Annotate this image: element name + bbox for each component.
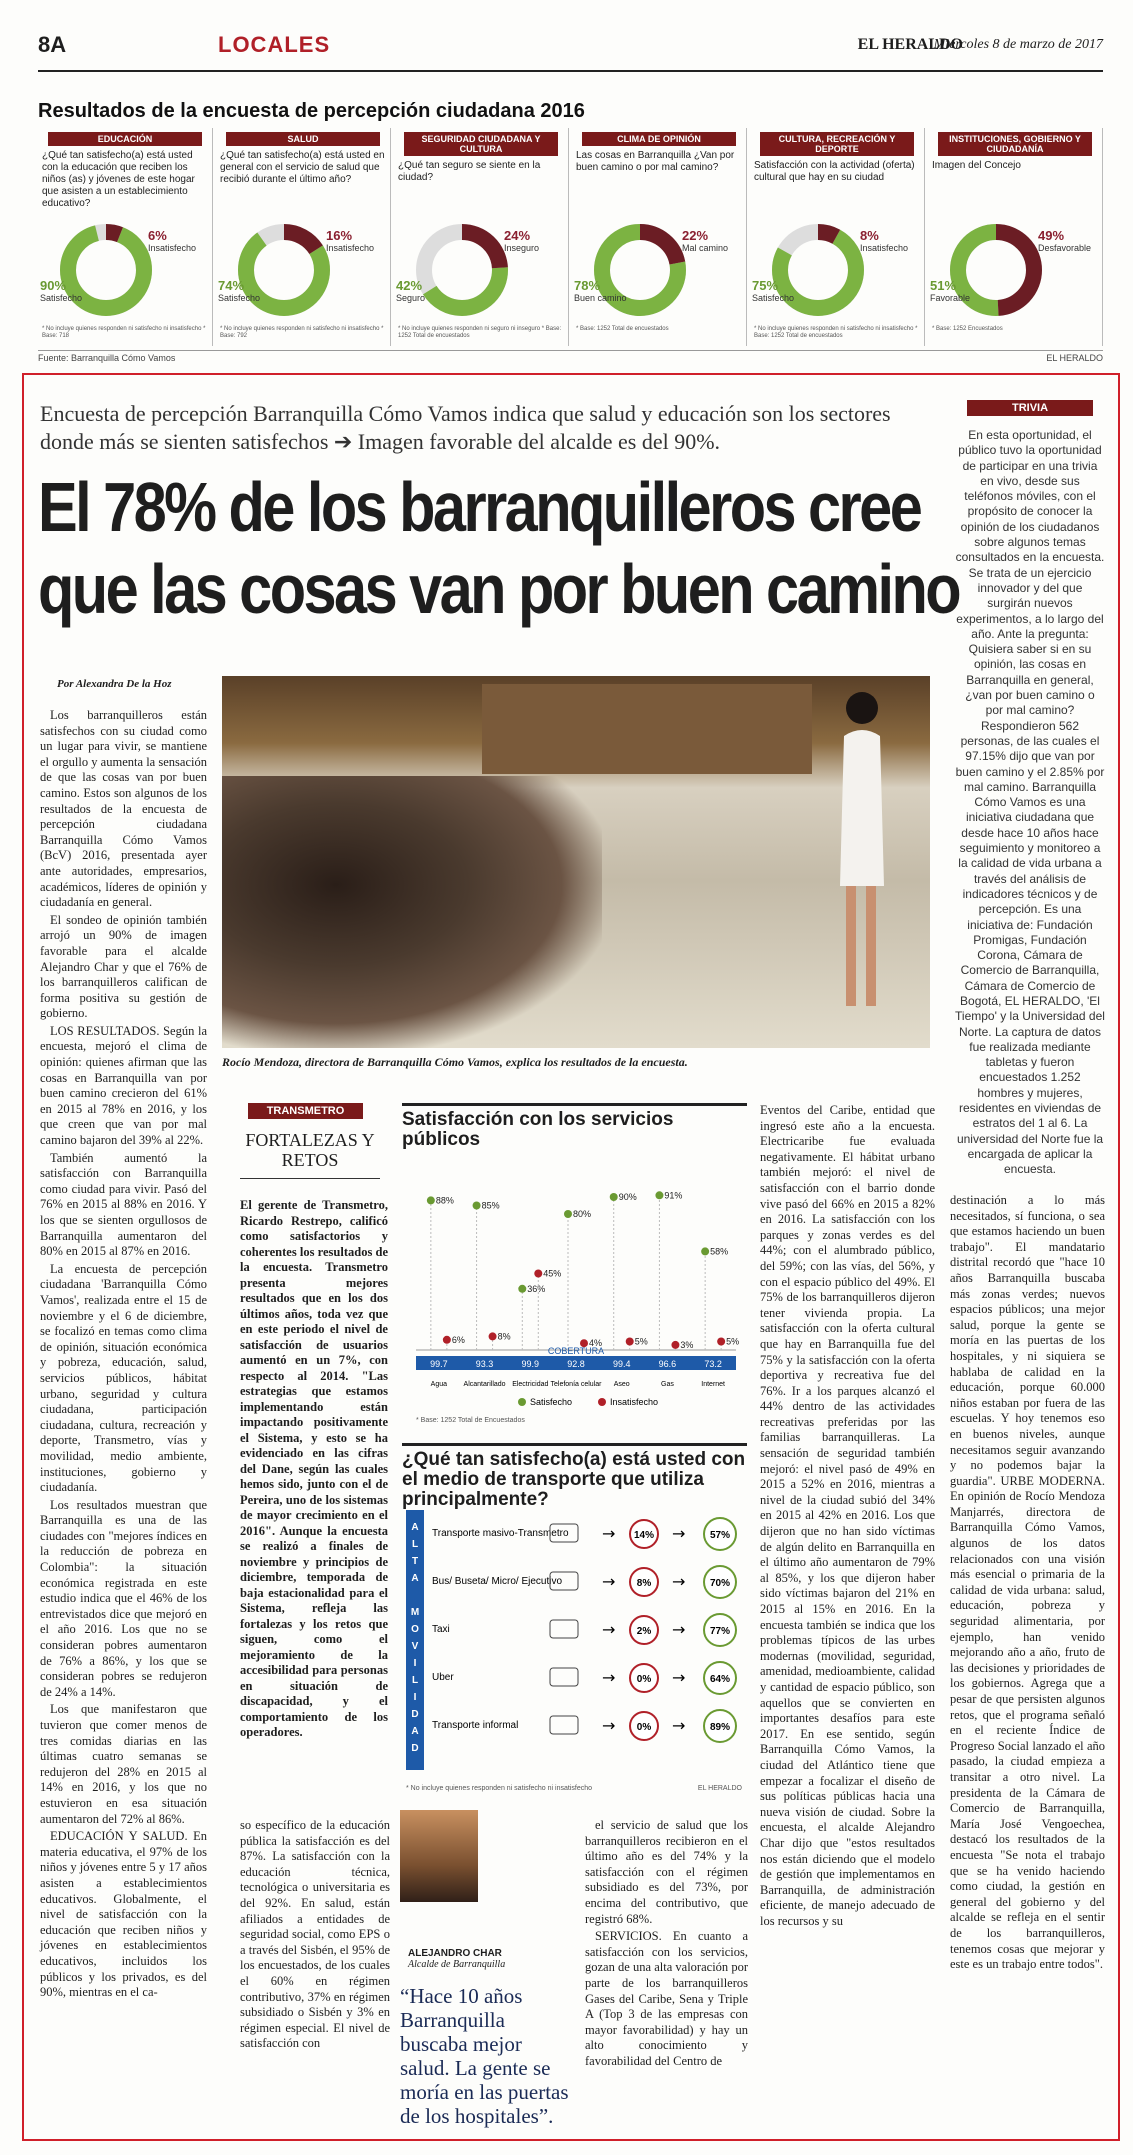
donut-positive-label: 42% Seguro: [396, 278, 426, 303]
point-satisfecho: [610, 1193, 618, 1201]
row-label: Transporte informal: [432, 1720, 519, 1731]
row-label: Taxi: [432, 1624, 450, 1635]
services-chart-title: Satisfacción con los servicios públicos: [402, 1109, 674, 1150]
side-label-letter: A: [411, 1573, 419, 1584]
chart-note: * Base: 1252 Total de Encuestados: [416, 1417, 525, 1424]
panel-question: ¿Qué tan seguro se siente en la ciudad?: [398, 160, 541, 183]
article-column-quote-right: [585, 1818, 748, 2118]
pos-value: 64%: [709, 1674, 731, 1685]
vehicle-icon: [550, 1668, 578, 1686]
headline-line-2: que las cosas van por buen camino: [38, 550, 960, 628]
data-label: 6%: [451, 1334, 465, 1345]
data-label: 8%: [497, 1331, 511, 1342]
data-label: 90%: [618, 1192, 637, 1202]
point-satisfecho: [655, 1191, 663, 1199]
data-label: 85%: [481, 1200, 500, 1211]
data-label: 36%: [527, 1283, 546, 1294]
vehicle-icon: [550, 1716, 578, 1734]
donut-negative-label: 8% Insatisfecho: [860, 228, 909, 253]
point-insatisfecho: [671, 1341, 679, 1349]
arrow-icon: →: [672, 1572, 686, 1591]
coverage-value: 99.4: [612, 1359, 631, 1369]
donut-chart: [234, 220, 334, 320]
paragraph: También aumentó la satisfacción con Barranquilla como ciudad para vivir. Pasó del 76% en 2015 al 88% en 2016. Y los que se sienten orgullosos de Barranquilla aumentaron del 80% en 2015 al 87% en 2016.: [40, 1150, 207, 1259]
row-label: Uber: [432, 1672, 454, 1683]
panel-category: SEGURIDAD CIUDADANA Y CULTURA: [404, 132, 558, 156]
point-satisfecho: [518, 1285, 526, 1293]
transmetro-tag: TRANSMETRO: [248, 1103, 363, 1119]
article-headline: [38, 466, 960, 630]
article-column-3: Eventos del Caribe, entidad que ingresó este año a la encuesta. Electricaribe fue evaluada negativamente. El hábitat urbano también mejoró: el nivel de satisfacción con el barrio donde vive pasó del 66% en 2015 a 82% en 2016. La satisfacción con los parques y zonas verdes es del 44%; con el alumbrado público, del 59%; con las vías, del 56%, y con el espacio público del 49%. El 75% de los barranquilleros dijeron tener vivienda propia. La satisfacción con la oferta cultural que hay en Barranquilla fue del 75% y la satisfacción con la oferta deportiva y recreativa fue del 76%. Ir a los parques alcanzó el 44% dentro de las actividades recreativas preferidas por las familias barranquilleras. La sensación de seguridad también mejoró: el nivel pasó de 49% en 2015 a 52% en 2016, mientras a nivel de la ciudad subió del 34% en 2015 al 42% en 2016. Los que dijeron que no han sido víctimas de algún delito en Barranquilla en el último año aumentaron de 79% al 85%, y los que dijeron haber sido víctimas bajaron del 21% en 2015 al 15% en 2016. En la encuesta también se indica que los problemas típicos de las urbes modernas (movilidad, seguridad, amenidad, medioambiente, calidad y cantidad de espacio público, son aquellos que se convierten en importantes desafíos para este 2017. En ese sentido, según Barranquilla Cómo Vamos, la ciudad del Atlántico tiene que empezar a focalizar el diseño de sus políticas públicas hacia una nueva visión de ciudad. Sobre la encuesta, el alcalde Alejandro Char dijo que "estos resultados nos están diciendo que el modelo de gestión que implementamos en Barranquilla, de administración eficiente, de manejo adecuado de los recursos y su: [760, 1103, 935, 1928]
trivia-tag: TRIVIA: [967, 400, 1093, 416]
photo-stage-screen: [482, 684, 812, 774]
side-label-letter: I: [413, 1692, 417, 1703]
point-insatisfecho: [443, 1336, 451, 1344]
point-satisfecho: [427, 1196, 435, 1204]
arrow-icon: →: [602, 1524, 616, 1543]
paragraph: Los resultados muestran que Barranquilla es una de las ciudades con "mejores índices en la reducción de pobreza en Colombia": la situación económica registrada en este estudio indica que el 46% de los entrevistados dice que mejoró en el año 2016. Los que no se consideran pobres aumentaron de 76% a 86%, y los que se consideran pobres se redujeron de 24% a 14%.: [40, 1497, 207, 1699]
donut-chart: [590, 220, 690, 320]
pos-value: 57%: [709, 1530, 731, 1541]
article-column-4: destinación a lo más necesitados, sí funciona, o sea que estamos haciendo un buen trabajo". El mandatario distrital recordó que "hace 10 años Barranquilla buscaba más zonas verdes; nuevos espacios públicos; una mejor salud, porque la gente se moría en las puertas de los hospitales, y ni siquiera se hablaba de calidad en la educación, porque 60.000 niños estaban por fuera de las escuelas. Y hoy tenemos eso en buenos niveles, aunque necesitamos seguir avanzando y no podemos bajar la guardia". URBE MODERNA. En opinión de Rocío Mendoza Manjarrés, directora de Barranquilla Cómo Vamos, algunos de los datos relacionados con una visión más esencial o primaria de la calidad de vida urbana: salud, educación, pobreza y seguridad alimentaria, por ejemplo, han venido mejorando año a año, fruto de las decisiones y prioridades de los gobiernos. Agrega que a pesar de que persisten algunos retos, que el programa señaló en el reciente Índice de Progreso Social lanzado el año pasado, la ciudad empieza a transitar a otro nivel. La presidenta de la Cámara de Comercio de Barranquilla, María José Vengoechea, destacó los resultados de la encuesta "Se nota el trabajo que se ha venido haciendo como ciudad, la gestión en general del gobierno y del alcalde se refleja en el sentir de los barranquilleros, tenemos cosas que mejorar y este es un trabajo entre todos".: [950, 1193, 1105, 1972]
photo-speaker: [832, 686, 892, 1016]
coverage-value: 99.9: [521, 1359, 540, 1369]
arrow-icon: →: [672, 1716, 686, 1735]
panel-category: CULTURA, RECREACIÓN Y DEPORTE: [760, 132, 914, 156]
quote-name: ALEJANDRO CHAR: [408, 1948, 502, 1959]
photo-audience: [222, 776, 602, 1048]
arrow-icon: →: [602, 1716, 616, 1735]
panel-question: Satisfacción con la actividad (oferta) cultural que hay en su ciudad: [754, 160, 915, 183]
panel-note: * No incluye quienes responden ni satisfecho ni insatisfecho * Base: 792: [220, 326, 384, 339]
pull-quote: [400, 1810, 575, 2128]
panel-note: * No incluye quienes responden ni seguro ni inseguro * Base: 1252 Total de encuestados: [398, 326, 562, 339]
transport-chart-svg: [402, 1510, 747, 1810]
panel-question: Las cosas en Barranquilla ¿Van por buen camino o por mal camino?: [576, 150, 735, 173]
paragraph: El sondeo de opinión también arrojó un 90% de imagen favorable para el alcalde Alejandro Char y que el 76% de los barranquilleros califican de forma positiva su gestión de gobierno.: [40, 912, 207, 1021]
panel-note: * No incluye quienes responden ni satisfecho ni insatisfecho * Base: 1252 Total de encuestados: [754, 326, 918, 339]
pos-value: 77%: [709, 1626, 731, 1637]
neg-value: 8%: [636, 1578, 652, 1589]
coverage-value: 73.2: [704, 1359, 722, 1369]
data-label: 5%: [634, 1336, 648, 1347]
tick-label: Electricidad: [512, 1381, 549, 1388]
side-label-letter: V: [411, 1641, 419, 1652]
data-label: 58%: [710, 1246, 729, 1257]
legend-entry: Satisfecho: [530, 1397, 573, 1407]
arrow-icon: →: [602, 1572, 616, 1591]
donut-chart: [768, 220, 868, 320]
survey-panel: [394, 128, 569, 346]
donut-positive-label: 74% Satisfecho: [218, 278, 261, 303]
survey-panel: [572, 128, 747, 346]
panel-note: * Base: 1252 Encuestados: [932, 326, 1003, 332]
survey-panel: [216, 128, 391, 346]
tick-label: Alcantarillado: [463, 1381, 506, 1388]
point-insatisfecho: [626, 1338, 634, 1346]
arrow-icon: →: [672, 1620, 686, 1639]
donut-negative-label: 16% Insatisfecho: [326, 228, 375, 253]
panel-question: ¿Qué tan satisfecho(a) está usted en general con el servicio de salud que recibió durante el último año?: [220, 150, 385, 185]
paragraph: el servicio de salud que los barranquilleros recibieron en el último año es del 74% y la satisfacción con el régimen subsidiado es del 73%, por encima del contributivo, que registró 68%.: [585, 1818, 748, 1926]
paragraph: SERVICIOS. En cuanto a satisfacción con los servicios, gozan de una alta valoración por parte de los barranquilleros Gases del Caribe, Sena y Triple A (Top 3 de las empresas con mayor favorabilidad) y hay un alto conocimiento y favorabilidad del Centro de: [585, 1929, 748, 2068]
survey-source: [38, 350, 1103, 363]
side-label-letter: L: [411, 1675, 419, 1686]
services-chart: [402, 1103, 747, 1438]
row-label: Bus/ Buseta/ Micro/ Ejecutivo: [432, 1576, 563, 1587]
tick-label: Agua: [430, 1381, 448, 1388]
donut-chart: [946, 220, 1046, 320]
trivia-box: [955, 400, 1105, 1208]
paragraph: LOS RESULTADOS. Según la encuesta, mejoró el clima de opinión: quienes afirman que las cosas en Barranquilla van por buen camino crecieron del 61% en 2015 al 78% en 2016, y los que creen que van por mal camino bajaron del 39% al 22%.: [40, 1023, 207, 1148]
donut-positive-label: 51% Favorable: [930, 278, 971, 303]
coverage-value: 99.7: [430, 1359, 448, 1369]
article-column-1: [40, 708, 207, 2128]
coverage-value: 92.8: [567, 1359, 585, 1369]
side-label-letter: D: [411, 1743, 419, 1754]
donut-positive-label: 75% Satisfecho: [752, 278, 795, 303]
headline-line-1: El 78% de los barranquilleros cree: [38, 468, 921, 546]
arrow-icon: →: [672, 1668, 686, 1687]
issue-date: Miércoles 8 de marzo de 2017: [933, 37, 1103, 52]
point-insatisfecho: [717, 1338, 725, 1346]
data-label: 3%: [680, 1339, 694, 1350]
transmetro-body: El gerente de Transmetro, Ricardo Restrepo, calificó como satisfactorios y coherentes los resultados de la encuesta. Transmetro presenta mejores resultados que en los dos últimos años, toda vez que en este periodo el nivel de satisfacción de usuarios aumentó en un 7%, con respecto al 2014. "Las estrategias que estamos implementando están impactando positivamente el Sistema, y esto se ha evidenciado en las cifras del Dane, según las cuales hemos sido, junto con el de Pereira, uno de los sistemas de mayor crecimiento en el 2016". Aunque la encuesta se realizó a finales de noviembre y principios de diciembre, temporada de baja estacionalidad para el Sistema, refleja las fortalezas y los retos que siguen, como el mejoramiento de la accesibilidad para personas en situación de discapacidad, y el comportamiento de los operadores.: [240, 1198, 388, 1739]
transport-chart: [402, 1443, 747, 1803]
panel-category: CLIMA DE OPINIÓN: [582, 132, 736, 146]
point-satisfecho: [473, 1202, 481, 1210]
side-label-letter: T: [411, 1556, 419, 1567]
side-label-letter: L: [411, 1539, 419, 1550]
data-label: 88%: [435, 1195, 454, 1206]
neg-value: 0%: [636, 1674, 652, 1685]
transmetro-title: FORTALEZAS Y RETOS: [240, 1130, 380, 1179]
neg-value: 0%: [636, 1722, 652, 1733]
donut-negative-label: 24% Inseguro: [504, 228, 540, 253]
data-label: 80%: [573, 1209, 592, 1219]
panel-note: * No incluye quienes responden ni satisfecho ni insatisfecho * Base: 718: [42, 326, 206, 339]
coverage-value: 93.3: [475, 1359, 494, 1369]
quote-person: [408, 1948, 505, 1970]
donut-negative-label: 6% Insatisfecho: [148, 228, 197, 253]
panel-category: EDUCACIÓN: [48, 132, 202, 146]
source-text: Fuente: Barranquilla Cómo Vamos: [38, 353, 176, 363]
newspaper-name: EL HERALDO: [857, 36, 963, 53]
arrow-icon: →: [672, 1524, 686, 1543]
side-label-letter: A: [411, 1726, 419, 1737]
donut-positive-label: 78% Buen camino: [574, 278, 627, 303]
data-label: 4%: [589, 1338, 603, 1349]
panel-question: ¿Qué tan satisfecho(a) está usted con la educación que reciben los niños (as) y jóvenes de este hogar que asisten a un establecimiento educativo?: [42, 150, 195, 209]
panel-question: Imagen del Concejo: [932, 160, 1021, 171]
data-label: 45%: [543, 1268, 562, 1279]
side-label-letter: M: [410, 1607, 420, 1618]
point-satisfecho: [701, 1247, 709, 1255]
photo-caption: Rocío Mendoza, directora de Barranquilla Cómo Vamos, explica los resultados de la encuesta.: [222, 1055, 688, 1069]
legend-marker: [518, 1398, 526, 1406]
survey-title: Resultados de la encuesta de percepción ciudadana 2016: [38, 100, 585, 122]
page-number: 8A: [38, 32, 67, 57]
paragraph: EDUCACIÓN Y SALUD. En materia educativa, el 97% de los niños y jóvenes entre 5 y 17 años asisten a establecimientos educativos. Globalmente, el nivel de satisfacción con la educación que reciben niños y jóvenes en establecimientos educativos, incluidos los públicos y los privados, es del 90%, mientras en el ca-: [40, 1829, 207, 2000]
byline: Por Alexandra De la Hoz: [57, 678, 172, 690]
side-label-letter: A: [411, 1522, 419, 1533]
transport-chart-title: ¿Qué tan satisfecho(a) está usted con el medio de transporte que utiliza principalmente?: [402, 1449, 746, 1510]
tick-label: Internet: [701, 1381, 726, 1388]
tick-label: Aseo: [613, 1381, 630, 1388]
page-header: [38, 28, 1103, 72]
side-label-letter: O: [411, 1624, 419, 1635]
side-label-letter: I: [413, 1658, 417, 1669]
article-column-mid-bottom: so específico de la educación pública la satisfacción es del 87%. La satisfacción con la educación técnica, tecnológica o universitaria es del 92%. En salud, están afiliados a entidades de seguridad social, como EPS o a través del Sisbén, el 95% de los encuestados, de los cuales el 60% en régimen contributivo, 37% en régimen subsidiado o Sisbén y 3% en régimen especial. El nivel de satisfacción con: [240, 1818, 390, 2051]
donut-negative-label: 49% Desfavorable: [1038, 228, 1092, 253]
point-insatisfecho: [534, 1270, 542, 1278]
donut-negative-label: 22% Mal camino: [682, 228, 729, 253]
quote-text: “Hace 10 años Barranquilla buscaba mejor salud. La gente se moría en las puertas de los hospitales”.: [400, 1984, 569, 2128]
pos-value: 89%: [709, 1722, 731, 1733]
tick-label: Telefonía celular: [550, 1381, 602, 1388]
legend-marker: [598, 1398, 606, 1406]
panel-category: SALUD: [226, 132, 380, 146]
point-insatisfecho: [489, 1332, 497, 1340]
data-label: 91%: [664, 1190, 683, 1201]
neg-value: 14%: [633, 1530, 655, 1541]
chart-note: * No incluye quienes responden ni satisfecho ni insatisfecho: [406, 1785, 593, 1792]
trivia-text: En esta oportunidad, el público tuvo la oportunidad de participar en una trivia en vivo, desde sus teléfonos móviles, con el propósito de conocer la opinión de los ciudadanos sobre algunos temas consultados en la encuesta. Se trata de un ejercicio innovador y del que surgirán nuevos experimentos, a lo largo del año. Ante la pregunta: Quisiera saber si en su opinión, las cosas en Barranquilla en general, ¿van por buen camino o por mal camino? Respondieron 562 personas, de las cuales el 97.15% dijo que van por buen camino y el 2.85% por mal camino. Barranquilla Cómo Vamos es una iniciativa ciudadana que desde hace 10 años hace seguimiento y monitoreo a la calidad de vida urbana a través del análisis de indicadores técnicos y de percepción. Es una iniciativa de: Fundación Promigas, Fundación Corona, Cámara de Comercio de Barranquilla, Cámara de Comercio de Bogotá, EL HERALDO, 'El Tiempo' y la Universidad del Norte. La captura de datos fue realizada mediante tabletas y fueron encuestados 1.252 hombres y mujeres, residentes en viviendas de estratos del 1 al 6. La universidad del Norte fue la encargada de aplicar la encuesta.: [955, 428, 1105, 1177]
survey-panel: [750, 128, 925, 346]
panel-category: INSTITUCIONES, GOBIERNO Y CIUDADANÍA: [938, 132, 1092, 156]
survey-panel: [38, 128, 213, 346]
coverage-value: 96.6: [658, 1359, 677, 1369]
tick-label: Gas: [661, 1381, 674, 1388]
survey-panels: [38, 128, 1103, 346]
chart-credit: EL HERALDO: [697, 1785, 742, 1792]
survey-panel: [928, 128, 1103, 346]
point-satisfecho: [564, 1210, 572, 1218]
paragraph: Los que manifestaron que tuvieron que comer menos de tres comidas diarias en las últimas cuatro semanas se redujeron del 28% en 2015 al 14% en 2016, y los que no estuvieron en esa situación aumentaron del 72% al 86%.: [40, 1702, 207, 1826]
donut-chart: [56, 220, 156, 320]
panel-note: * Base: 1252 Total de encuestados: [576, 326, 669, 332]
row-label: Transporte masivo-Transmetro: [432, 1528, 569, 1539]
paragraph: La encuesta de percepción ciudadana 'Barranquilla Cómo Vamos', realizada entre el 15 de noviembre y el 6 de diciembre, se focalizó en temas como clima de opinión, situación económica y pobreza, educación, salud, servicios públicos, hábitat urbano, seguridad y cultura ciudadana, participación ciudadana, cultura, recreación y deporte, Transmetro, vías y movilidad, medio ambiente, instituciones, gobierno y ciudadanía.: [40, 1261, 207, 1495]
arrow-icon: →: [602, 1668, 616, 1687]
coverage-label: COBERTURA: [547, 1346, 605, 1356]
donut-chart: [412, 220, 512, 320]
data-label: 5%: [726, 1336, 740, 1347]
pos-value: 70%: [709, 1578, 731, 1589]
article-photo: [222, 676, 930, 1048]
neg-value: 2%: [636, 1626, 652, 1637]
quote-role: Alcalde de Barranquilla: [408, 1959, 506, 1970]
vehicle-icon: [550, 1620, 578, 1638]
article-deck: Encuesta de percepción Barranquilla Cómo Vamos indica que salud y educación son los sectores donde más se sienten satisfechos ➔ Imagen favorable del alcalde es del 90%.: [40, 401, 891, 454]
arrow-icon: →: [602, 1620, 616, 1639]
services-chart-svg: [402, 1150, 747, 1440]
donut-positive-label: 90% Satisfecho: [40, 278, 83, 303]
avatar: [400, 1810, 478, 1902]
paragraph: Los barranquilleros están satisfechos con su ciudad como un lugar para vivir, se mantiene el orgullo y aumenta la sensación de que las cosas van por buen camino. Estos son algunos de los resultados de la encuesta de percepción ciudadana Barranquilla Cómo Vamos (BcV) 2016, presentada ayer ante autoridades, empresarios, académicos, líderes de opinión y ciudadanía en general.: [40, 708, 207, 910]
section-name: LOCALES: [218, 32, 331, 57]
survey-credit: EL HERALDO: [1046, 353, 1103, 363]
side-label-letter: D: [411, 1709, 419, 1720]
legend-entry: Insatisfecho: [610, 1397, 659, 1407]
